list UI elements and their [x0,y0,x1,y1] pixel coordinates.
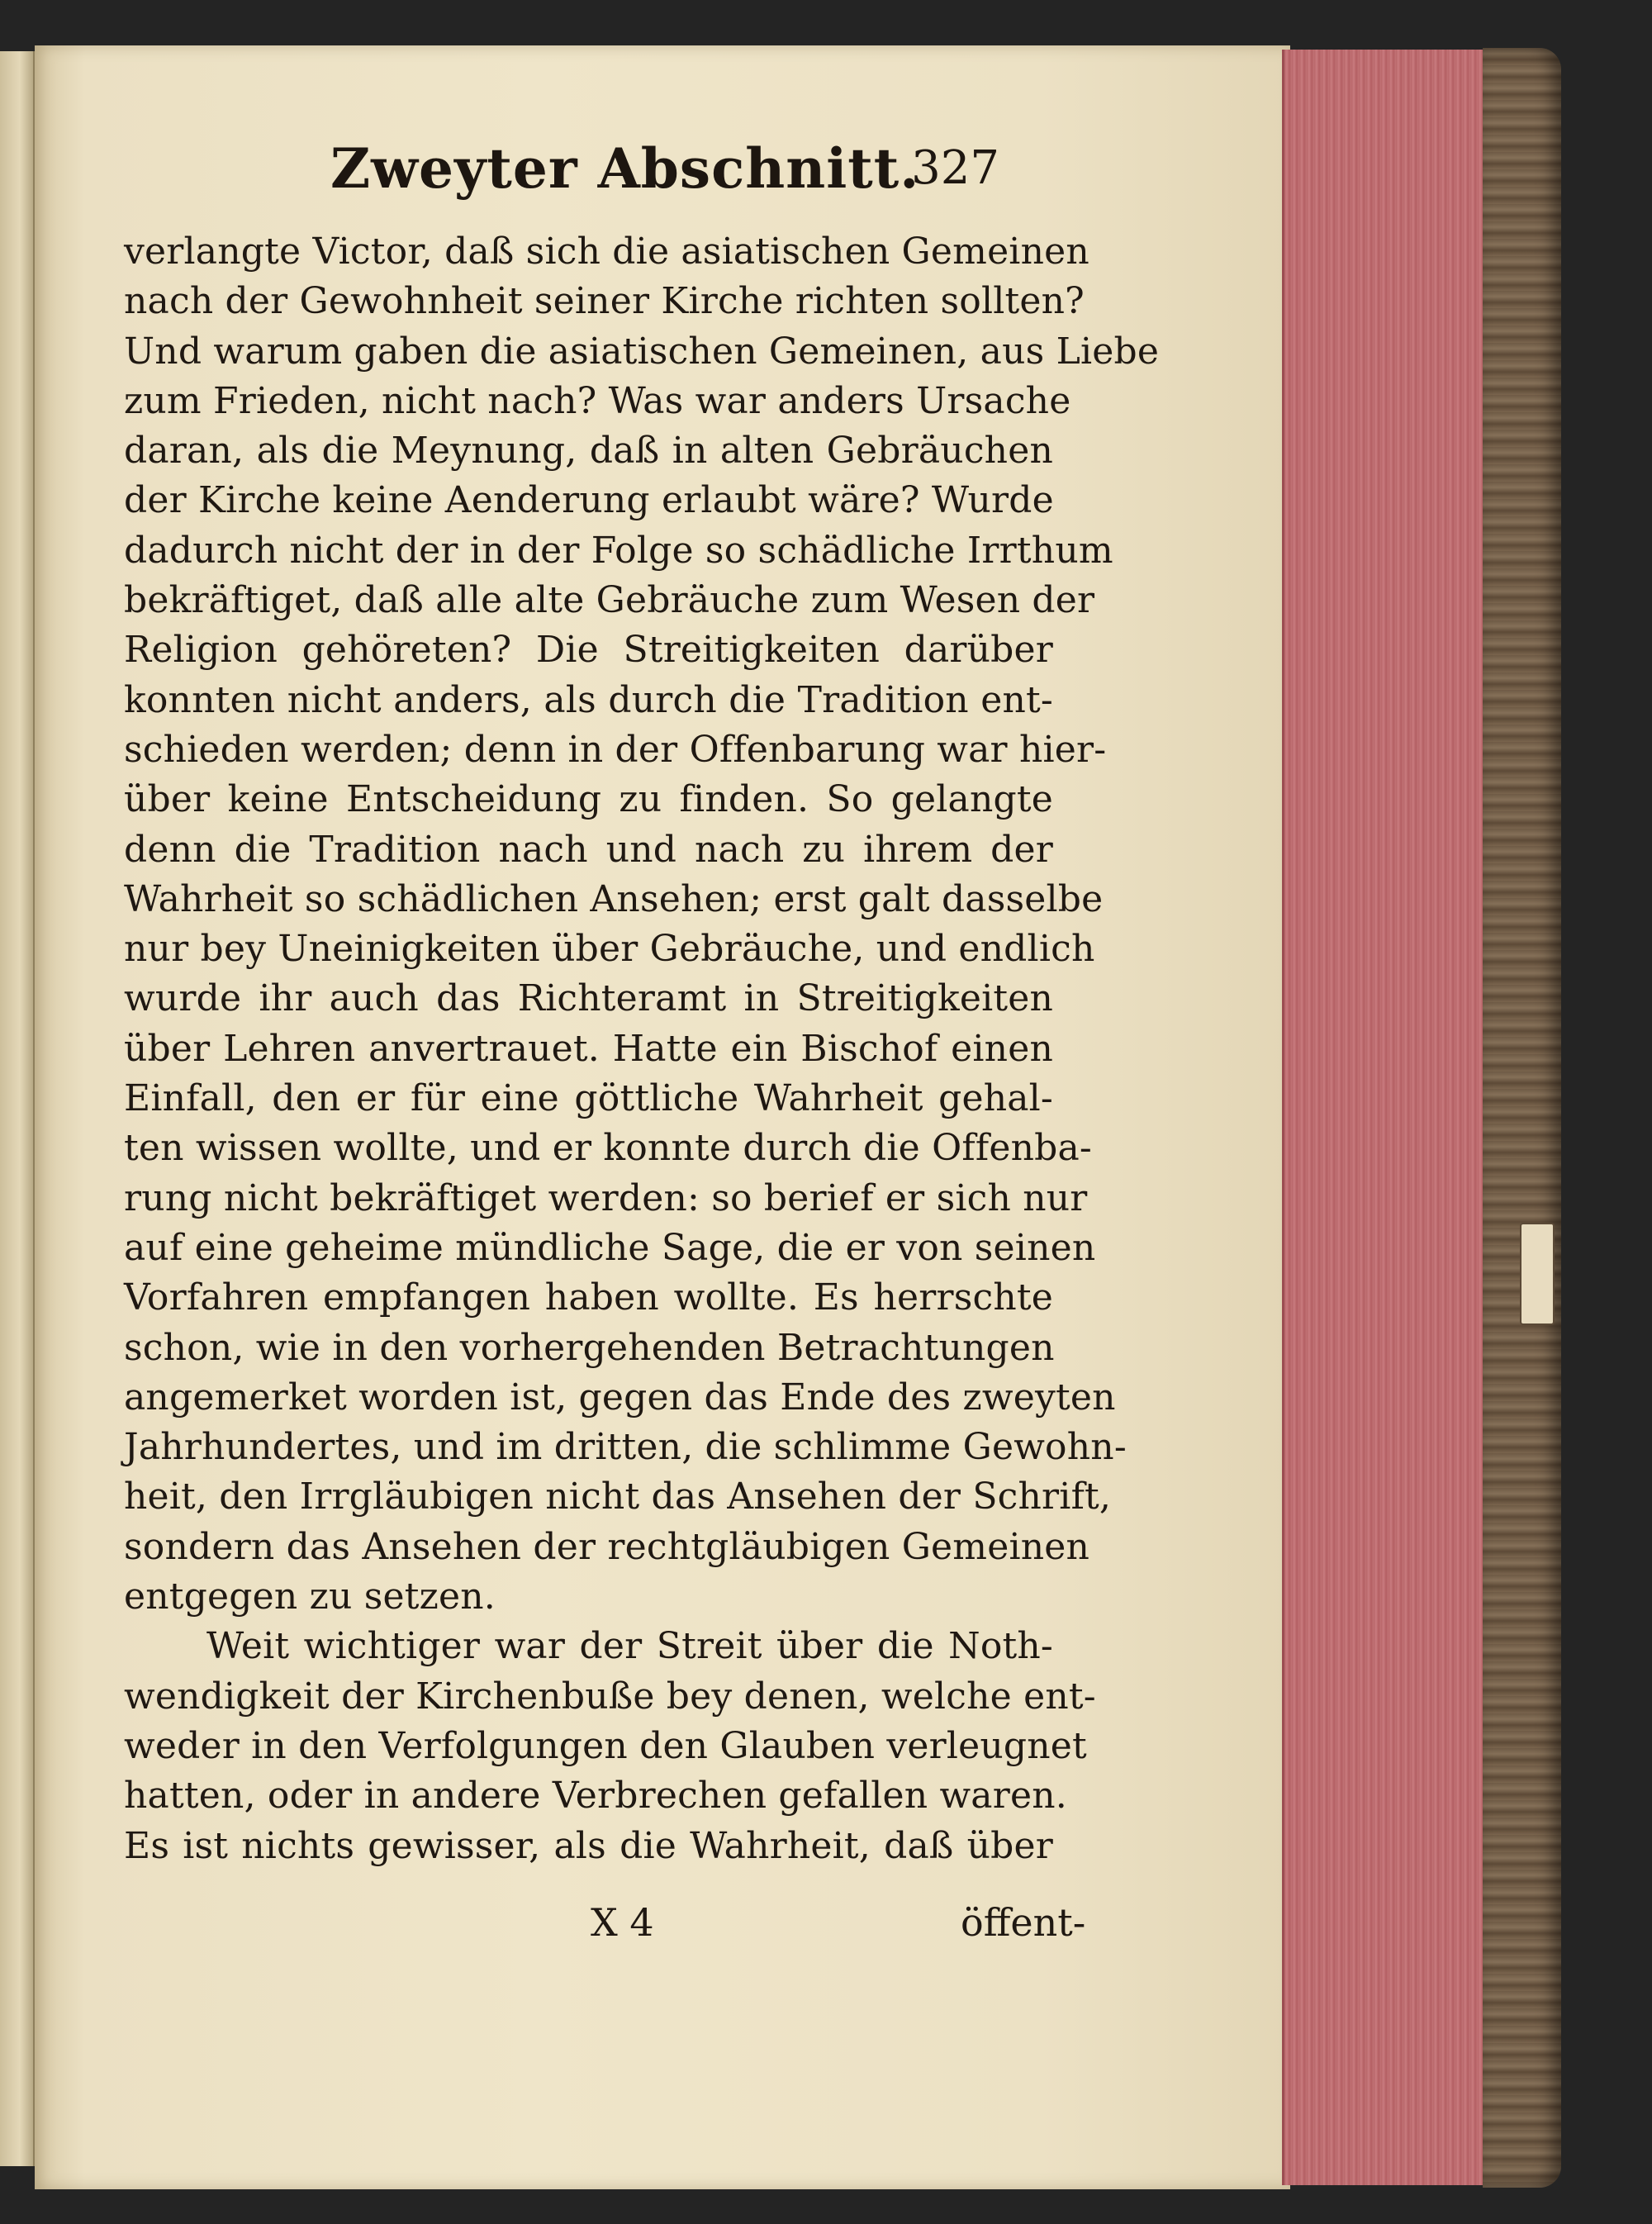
previous-page-edge [0,51,35,2166]
text-line: denn die Tradition nach und nach zu ihrem der [124,828,1053,871]
text-line: Weit wichtiger war der Streit über die Noth- [206,1625,1053,1668]
text-line: über Lehren anvertrauet. Hatte ein Bischof einen [124,1027,1053,1070]
page-fore-edge [1282,50,1487,2185]
text-line: Und warum gaben die asiatischen Gemeinen, aus Liebe [124,330,1160,373]
text-line: der Kirche keine Aenderung erlaubt wäre? Wurde [124,479,1054,522]
text-line: dadurch nicht der in der Folge so schädliche Irrthum [124,529,1113,572]
bookmark-tab [1520,1223,1555,1325]
text-line: heit, den Irrgläubigen nicht das Ansehen der Schrift, [124,1476,1112,1518]
text-line: auf eine geheime mündliche Sage, die er von seinen [124,1226,1096,1269]
text-line: ten wissen wollte, und er konnte durch die Offenba- [124,1127,1092,1170]
text-line: Vorfahren empfangen haben wollte. Es herrschte [124,1276,1053,1319]
text-line: wendigkeit der Kirchenbuße bey denen, welche ent- [124,1675,1096,1718]
text-line: bekräftiget, daß alle alte Gebräuche zum Wesen der [124,579,1095,622]
text-line: konnten nicht anders, als durch die Tradition ent- [124,678,1053,721]
page-header [330,136,1041,202]
text-line: zum Frieden, nicht nach? Was war anders Ursache [124,379,1071,422]
text-line: schieden werden; denn in der Offenbarung war hier- [124,728,1107,771]
text-line: entgegen zu setzen. [124,1575,496,1618]
running-title: Zweyter Abschnitt. [330,136,920,201]
text-line: Es ist nichts gewisser, als die Wahrheit, daß über [124,1824,1053,1867]
text-line: hatten, oder in andere Verbrechen gefallen waren. [124,1775,1067,1818]
text-line: sondern das Ansehen der rechtgläubigen Gemeinen [124,1525,1090,1568]
signature-mark: X 4 [591,1900,654,1945]
text-line: nach der Gewohnheit seiner Kirche richten sollten? [124,280,1085,323]
text-line: verlangte Victor, daß sich die asiatischen Gemeinen [124,230,1089,273]
catchword: öffent- [961,1900,1086,1945]
text-line: Einfall, den er für eine göttliche Wahrheit gehal- [124,1077,1053,1120]
page-number: 327 [911,141,999,195]
text-line: rung nicht bekräftiget werden: so berief er sich nur [124,1176,1088,1219]
book-cover [1483,48,1561,2188]
text-line: Religion gehöreten? Die Streitigkeiten darüber [124,629,1053,672]
text-line: Wahrheit so schädlichen Ansehen; erst galt dasselbe [124,877,1104,920]
text-line: nur bey Uneinigkeiten über Gebräuche, und endlich [124,928,1095,971]
body-text [124,227,1160,1871]
text-line: daran, als die Meynung, daß in alten Gebräuchen [124,430,1053,473]
text-line: angemerket worden ist, gegen das Ende des zweyten [124,1376,1116,1419]
text-line: weder in den Verfolgungen den Glauben verleugnet [124,1724,1087,1767]
text-line: Jahrhundertes, und im dritten, die schlimme Gewohn- [124,1426,1127,1469]
text-line: über keine Entscheidung zu finden. So gelangte [124,778,1053,821]
text-line: wurde ihr auch das Richteramt in Streitigkeiten [124,977,1053,1020]
text-line: schon, wie in den vorhergehenden Betrachtungen [124,1326,1055,1369]
